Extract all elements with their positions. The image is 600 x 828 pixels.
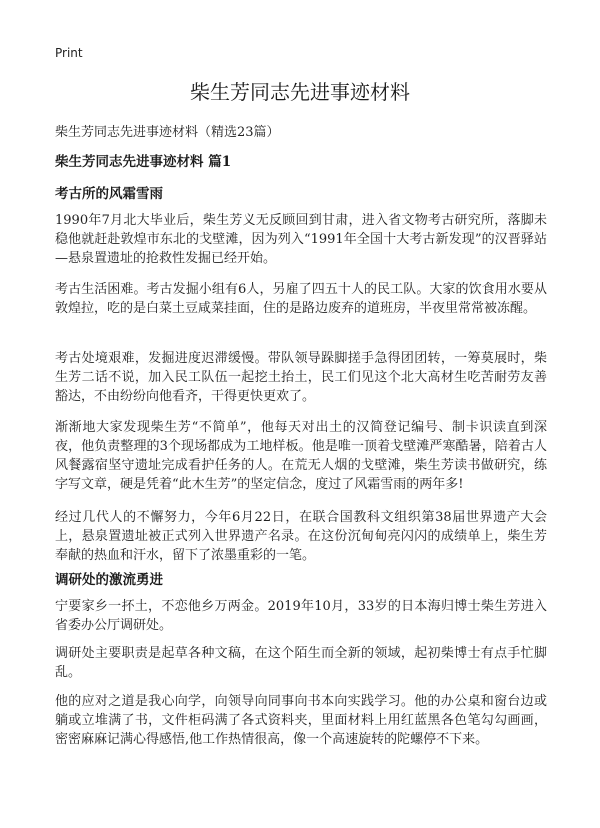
document-subtitle: 柴生芳同志先进事迹材料（精选23篇）	[55, 125, 280, 140]
section-heading: 考古所的风霜雪雨	[55, 186, 163, 202]
paragraph: 考古生活困难。考古发掘小组有6人，另雇了四五十人的民工队。大家的饮食用水要从敦煌拉，吃的是白菜土豆咸菜挂面，住的是路边废弃的道班房，半夜里常常被冻醒。	[55, 282, 547, 316]
paragraph: 他的应对之道是我心向学，向领导向同事向书本向实践学习。他的办公桌和窗台边或躺或立堆满了书，文件柜码满了各式资料夹，里面材料上用红蓝黑各色笔勾勾画画，密密麻麻记满心得感悟,他工作热情很高，像一个高速旋转的陀螺停不下来。	[55, 694, 547, 747]
section-heading: 调研处的激流勇进	[55, 572, 163, 588]
paragraph: 1990年7月北大毕业后，柴生芳义无反顾回到甘肃，进入省文物考古研究所，落脚未稳他就赶赴敦煌市东北的戈壁滩，因为列入“1991年全国十大考古新发现”的汉晋驿站—悬泉置遗址的抢救性发掘已经开始。	[55, 213, 547, 266]
print-link[interactable]: Print	[55, 46, 83, 60]
paragraph: 调研处主要职责是起草各种文稿，在这个陌生而全新的领域，起初柴博士有点手忙脚乱。	[55, 646, 547, 680]
part-heading: 柴生芳同志先进事迹材料 篇1	[55, 154, 232, 170]
paragraph: 渐渐地大家发现柴生芳“不简单”，他每天对出土的汉简登记编号、制卡识读直到深夜，他负责整理的3个现场都成为工地样板。他是唯一顶着戈壁滩严寒酷暑，陪着古人风餐露宿坚守遗址完成看护任务的人。在荒无人烟的戈壁滩，柴生芳读书做研究，练字写文章，硬是凭着“此木生芳”的坚定信念，度过了风霜雪雨的两年多!	[55, 420, 547, 492]
paragraph: 经过几代人的不懈努力，今年6月22日，在联合国教科文组织第38届世界遗产大会上，悬泉置遗址被正式列入世界遗产名录。在这份沉甸甸亮闪闪的成绩单上，柴生芳奉献的热血和汗水，留下了浓墨重彩的一笔。	[55, 510, 547, 563]
paragraph: 考古处境艰难，发掘进度迟滞缓慢。带队领导跺脚搓手急得团团转，一筹莫展时，柴生芳二话不说，加入民工队伍一起挖土抬土，民工们见这个北大高材生吃苦耐劳友善豁达，不由纷纷向他看齐，干得更快更欢了。	[55, 351, 547, 404]
paragraph: 宁要家乡一抔土，不恋他乡万两金。2019年10月，33岁的日本海归博士柴生芳进入省委办公厅调研处。	[55, 599, 547, 633]
document-title: 柴生芳同志先进事迹材料	[190, 80, 410, 104]
